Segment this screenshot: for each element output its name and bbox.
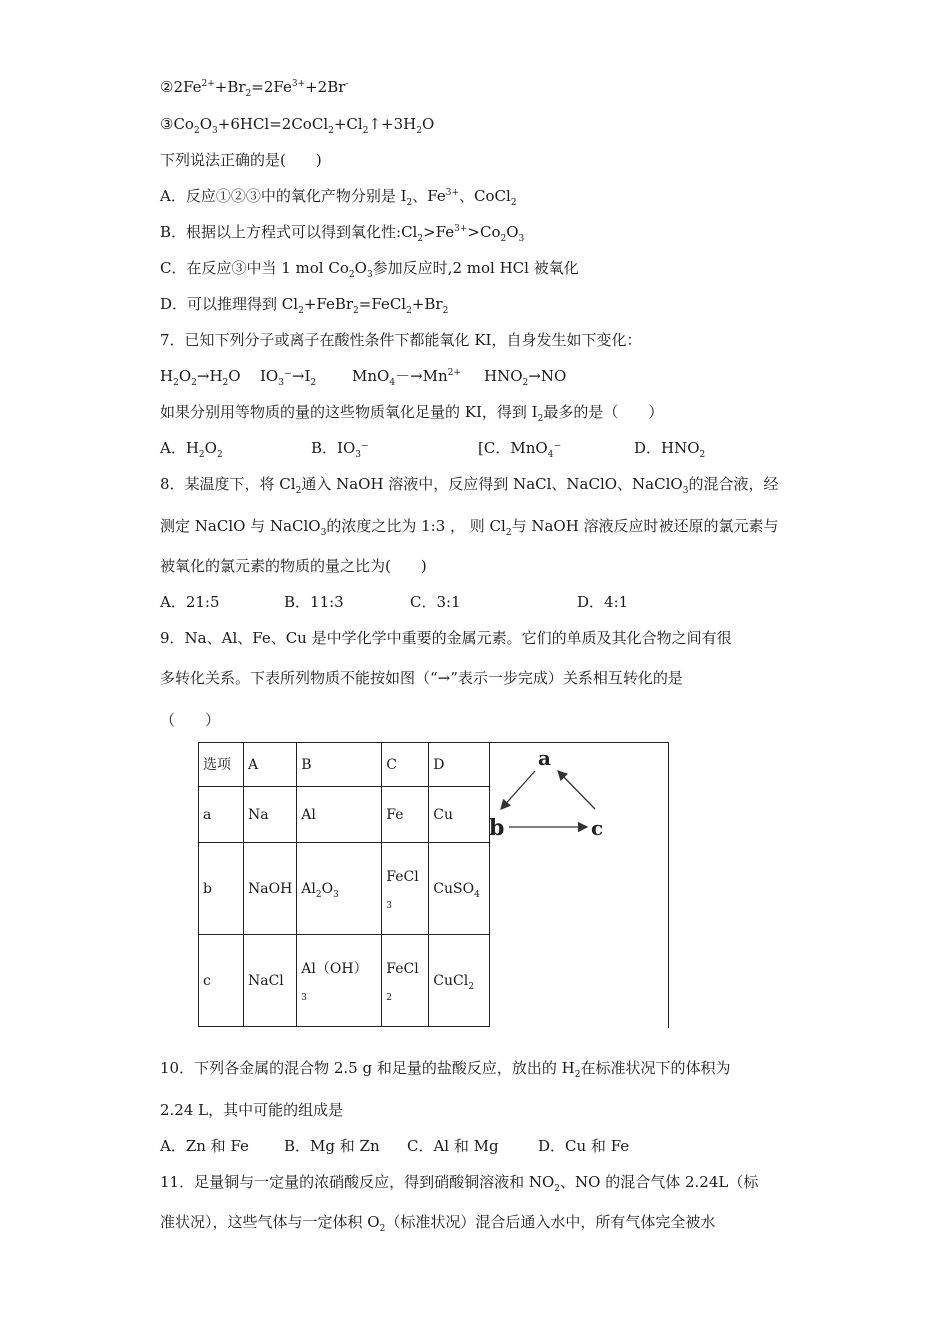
q7-option-c: [C．MnO$_4$⁻ xyxy=(478,439,562,460)
q10-option-d: D．Cu 和 Fe xyxy=(538,1137,630,1155)
q8-option-c: C．3:1 xyxy=(410,593,461,611)
table-cell: NaCl xyxy=(244,935,297,1027)
q8-line-1: 8．某温度下，将 $Cl_2$通入 NaOH 溶液中，反应得到 NaCl、NaClO、NaClO$_3$的混合液，经 xyxy=(160,475,779,496)
table-cell: $Al_2O_3$ xyxy=(297,843,382,935)
q9-line-2: 多转化关系。下表所列物质不能按如图（“→”表示一步完成）关系相互转化的是 xyxy=(160,669,683,687)
q10-option-b: B．Mg 和 Zn xyxy=(284,1137,380,1155)
table-cell: c xyxy=(199,935,244,1027)
table-cell: Al xyxy=(297,787,382,843)
table-cell: NaOH xyxy=(244,843,297,935)
q10-line-2: 2.24 L，其中可能的组成是 xyxy=(160,1101,344,1119)
q10-line-1: 10．下列各金属的混合物 2.5 g 和足量的盐酸反应，放出的 $H_2$在标准状况下的体积为 xyxy=(160,1059,731,1080)
q8-line-3: 被氧化的氯元素的物质的量之比为( ) xyxy=(160,557,427,575)
q8-option-b: B．11:3 xyxy=(284,593,344,611)
q10-option-c: C．Al 和 Mg xyxy=(407,1137,499,1155)
q7-change-1: $H_2O_2\to H_2O$ xyxy=(160,367,241,388)
q7-change-4: $HNO_2\to NO$ xyxy=(484,367,567,388)
arrow-c-to-a xyxy=(558,771,595,809)
diagram-frame-right xyxy=(668,742,669,1028)
q6-option-a: A．反应①②③中的氧化产物分别是 $I_2$、$Fe^{3+}$、CoCl$_2$ xyxy=(160,187,517,208)
q8-line-2: 测定 NaClO 与 NaClO$_3$的浓度之比为 1:3 ， 则 $Cl_2$与 NaOH 溶液反应时被还原的氯元素与 xyxy=(160,517,779,538)
q7-option-d: D．$HNO_2$ xyxy=(634,439,706,460)
q7-option-a: A．$H_2O_2$ xyxy=(160,439,223,460)
node-c: c xyxy=(591,816,604,840)
table-cell: CuSO$_4$ xyxy=(429,843,490,935)
arrow-a-to-b xyxy=(501,771,535,809)
table-cell: B xyxy=(297,743,382,787)
q6-option-d: D．可以推理得到 $Cl_2+FeBr_2=FeCl_2+Br_2$ xyxy=(160,295,449,316)
conversion-diagram xyxy=(483,743,668,853)
q6-option-c: C．在反应③中当 1 mol $Co_2O_3$参加反应时,2 mol HCl 被氧化 xyxy=(160,259,579,280)
table-cell: FeCl 3 xyxy=(382,843,429,935)
table-cell: A xyxy=(244,743,297,787)
node-a: a xyxy=(538,746,551,770)
table-cell: a xyxy=(199,787,244,843)
table-cell: 选项 xyxy=(199,743,244,787)
q7-question: 如果分别用等物质的量的这些物质氧化足量的 KI，得到 $I_2$最多的是（ ） xyxy=(160,403,664,424)
equation-2: $②2Fe^{2+}+Br_2=2Fe^{3+}+2Br^-$ xyxy=(160,78,349,99)
table-cell: C xyxy=(382,743,429,787)
table-header-row xyxy=(199,743,490,787)
q10-option-a: A．Zn 和 Fe xyxy=(160,1137,249,1155)
q9-line-3: （ ） xyxy=(160,711,221,729)
q9-table xyxy=(198,742,490,1027)
q7-change-3: $MnO_4-\to Mn^{2+}$ xyxy=(352,367,461,388)
q9-line-1: 9．Na、Al、Fe、Cu 是中学化学中重要的金属元素。它们的单质及其化合物之间有很 xyxy=(160,629,732,647)
table-cell: Fe xyxy=(382,787,429,843)
table-cell: CuCl$_2$ xyxy=(429,935,490,1027)
table-cell: Cu xyxy=(429,787,490,843)
q7-option-b: B．$IO_3^-$ xyxy=(311,439,369,460)
q7-change-2: $IO_3^-\to I_2$ xyxy=(260,367,317,388)
q8-option-d: D．4:1 xyxy=(577,593,629,611)
q11-line-1: 11．足量铜与一定量的浓硝酸反应，得到硝酸铜溶液和 $NO_2$、NO 的混合气体 2.24L（标 xyxy=(160,1173,759,1194)
q8-option-a: A．21:5 xyxy=(160,593,220,611)
equation-3: $③Co_2O_3+6HCl=2CoCl_2+Cl_2↑+3H_2O$ xyxy=(160,115,435,136)
table-cell: FeCl 2 xyxy=(382,935,429,1027)
table-row-b xyxy=(199,843,490,935)
table-row-a xyxy=(199,787,490,843)
table-cell: b xyxy=(199,843,244,935)
table-cell: Al（OH） 3 xyxy=(297,935,382,1027)
table-row-c xyxy=(199,935,490,1027)
q7-stem: 7．已知下列分子或离子在酸性条件下都能氧化 KI，自身发生如下变化： xyxy=(160,331,642,349)
q11-line-2: 准状况），这些气体与一定体积 $O_2$（标准状况）混合后通入水中，所有气体完全被水 xyxy=(160,1213,716,1234)
node-b: b xyxy=(489,815,505,841)
q6-stem: 下列说法正确的是( ) xyxy=(160,151,322,169)
table-cell: D xyxy=(429,743,490,787)
table-cell: Na xyxy=(244,787,297,843)
q6-option-b: B．根据以上方程式可以得到氧化性$:Cl_2>Fe^{3+}>Co_2O_3$ xyxy=(160,223,525,244)
